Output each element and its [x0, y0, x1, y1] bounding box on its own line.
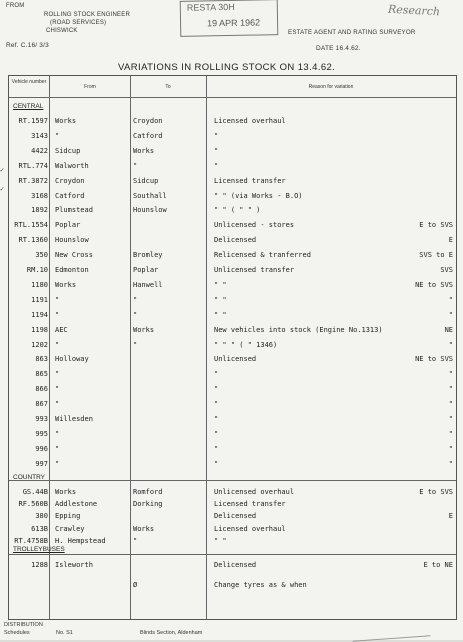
cell-from: " — [55, 295, 60, 304]
cell-vehicle: 613B — [31, 524, 48, 533]
cell-from: Walworth — [55, 161, 89, 170]
cell-extra: NE to SVS — [415, 355, 453, 364]
cell-to: Croydon — [133, 117, 163, 125]
cell-reason: New vehicles into stock (Engine No.1313) — [214, 325, 383, 334]
cell-reason: " " ( " " ) — [214, 206, 261, 215]
cell-extra: SVS — [440, 266, 453, 274]
cell-reason: Delicensed — [214, 236, 257, 245]
cell-extra: E — [448, 512, 453, 521]
cell-reason: Unlicensed overhaul — [214, 488, 295, 496]
cell-vehicle: 863 — [35, 355, 48, 364]
cell-from: Works — [55, 280, 77, 289]
cell-from: " — [55, 131, 60, 140]
cell-from: Edmonton — [55, 266, 89, 274]
cell-from: " — [55, 370, 60, 379]
cell-from: Holloway — [55, 355, 89, 364]
cell-reason: Unlicensed transfer — [214, 266, 295, 274]
cell-reason: " — [214, 400, 219, 409]
distribution-label: DISTRIBUTION — [4, 622, 43, 628]
cell-from: H. Hempstead — [55, 536, 106, 545]
cell-reason: Unlicensed - stores — [214, 221, 295, 230]
cell-reason: Licensed overhaul — [214, 117, 286, 125]
margin-tick: ✓ — [0, 166, 5, 174]
section-country: COUNTRY — [13, 474, 46, 481]
cell-extra: " — [448, 370, 453, 379]
cell-from: Croydon — [55, 176, 85, 185]
sender-line-3: CHISWICK — [46, 28, 78, 34]
col-divider — [49, 76, 50, 619]
cell-vehicle: 996 — [35, 444, 48, 453]
cell-to: Works — [133, 325, 155, 334]
cell-to: Poplar — [133, 266, 159, 274]
handwritten-note: Research — [387, 2, 441, 19]
cell-reason: Relicensed & tranferred — [214, 251, 311, 260]
cell-extra: NE — [444, 325, 453, 334]
cell-reason: " — [214, 146, 219, 155]
recipient: ESTATE AGENT AND RATING SURVEYOR — [288, 29, 416, 36]
cell-reason: " — [214, 415, 219, 423]
cell-to: Catford — [133, 131, 163, 140]
cell-from: Works — [55, 117, 77, 125]
cell-to: Ø — [133, 581, 138, 589]
cell-to: Hounslow — [133, 206, 167, 215]
cell-reason: " — [214, 444, 219, 453]
cell-from: Willesden — [55, 415, 93, 423]
cell-reason: " " — [214, 295, 227, 304]
cell-to: Bromley — [133, 251, 163, 260]
cell-vehicle: RM.10 — [26, 266, 48, 274]
col-header-reason: Reason for variation — [308, 84, 354, 90]
cell-to: Works — [133, 146, 155, 155]
cell-vehicle: RTL.1554 — [14, 221, 48, 230]
variations-table — [8, 75, 457, 620]
cell-reason: " " — [214, 536, 227, 545]
cell-extra: " — [448, 400, 453, 409]
cell-reason: " — [214, 161, 219, 170]
cell-vehicle: 1191 — [31, 295, 48, 304]
cell-reason: " " — [214, 280, 227, 289]
cell-extra: " — [448, 444, 453, 453]
distribution-schedules: Schedules — [4, 630, 30, 636]
distribution-schedules-note: No. S1 — [56, 630, 73, 636]
cell-from: Works — [55, 488, 77, 496]
stamp-date: 19 APR 1962 — [207, 17, 261, 29]
stamp-top-text: RESTA 30H — [186, 1, 235, 13]
cell-vehicle: 1194 — [31, 310, 48, 319]
cell-from: " — [55, 385, 60, 394]
cell-to: Works — [133, 524, 155, 533]
cell-from: Addlestone — [55, 500, 98, 509]
cell-reason: " — [214, 370, 219, 379]
cell-reason: Licensed transfer — [214, 500, 286, 509]
cell-reason: " " (via Works - B.O) — [214, 191, 303, 200]
cell-reason: " — [214, 131, 219, 140]
cell-vehicle: RT.1597 — [18, 117, 48, 125]
cell-vehicle: 1202 — [31, 340, 48, 349]
cell-from: Epping — [55, 512, 81, 521]
cell-vehicle: 1288 — [31, 561, 48, 569]
cell-reason: Change tyres as & when — [214, 581, 307, 589]
cell-to: " — [133, 340, 138, 349]
cell-from: AEC — [55, 325, 68, 334]
received-stamp — [180, 0, 279, 37]
cell-to: Southall — [133, 191, 167, 200]
cell-to: " — [133, 310, 138, 319]
cell-vehicle: 867 — [35, 400, 48, 409]
cell-vehicle: RT.3872 — [18, 176, 48, 185]
cell-from: " — [55, 444, 60, 453]
cell-to: Sidcup — [133, 176, 159, 185]
cell-extra: E to SVS — [419, 488, 453, 496]
cell-vehicle: RF.560B — [18, 500, 48, 509]
cell-vehicle: RT.4758B — [14, 536, 48, 545]
cell-from: Crawley — [55, 524, 85, 533]
cell-extra: NE to SVS — [415, 280, 453, 289]
cell-vehicle: RTL.774 — [18, 161, 48, 170]
cell-extra: E — [448, 236, 453, 245]
section-trolleybuses: TROLLEYBUSES — [13, 546, 65, 553]
cell-from: Hounslow — [55, 236, 89, 245]
document-date: DATE 16.4.62. — [316, 45, 361, 52]
header-divider — [9, 97, 456, 98]
sender-line-2: (ROAD SERVICES) — [50, 20, 107, 26]
cell-vehicle: 3143 — [31, 131, 48, 140]
cell-reason: " — [214, 429, 219, 438]
cell-from: " — [55, 400, 60, 409]
cell-vehicle: 350 — [35, 251, 48, 260]
section-divider — [9, 554, 456, 555]
cell-from: New Cross — [55, 251, 93, 260]
cell-to: " — [133, 161, 138, 170]
cell-vehicle: 4422 — [31, 146, 48, 155]
cell-reason: Delicensed — [214, 561, 257, 569]
cell-from: " — [55, 459, 60, 468]
cell-vehicle: 3168 — [31, 191, 48, 200]
col-divider — [206, 76, 207, 619]
reference: Ref. C.16/ 3/3 — [6, 42, 49, 49]
cell-extra: " — [448, 295, 453, 304]
section-divider — [9, 480, 456, 481]
col-divider — [130, 76, 131, 619]
cell-from: Isleworth — [55, 561, 93, 569]
col-header-from: From — [84, 84, 96, 90]
cell-from: Catford — [55, 191, 85, 200]
cell-extra: " — [448, 385, 453, 394]
cell-to: Romford — [133, 488, 163, 496]
page-title: VARIATIONS IN ROLLING STOCK ON 13.4.62. — [118, 62, 336, 73]
cell-reason: Delicensed — [214, 512, 257, 521]
cell-to: Dorking — [133, 500, 163, 509]
cell-from: " — [55, 429, 60, 438]
cell-reason: " — [214, 385, 219, 394]
col-header-to: To — [165, 84, 171, 90]
cell-extra: SVS to E — [419, 251, 453, 260]
cell-vehicle: 866 — [35, 385, 48, 394]
cell-reason: Licensed overhaul — [214, 524, 286, 533]
cell-extra: E to SVS — [419, 221, 453, 230]
signature — [352, 619, 431, 641]
col-header-vehicle: Vehicle number — [11, 79, 47, 85]
distribution-blinds: Blinds Section, Aldenham — [140, 630, 203, 636]
cell-extra: " — [448, 429, 453, 438]
cell-extra: " — [448, 415, 453, 423]
cell-vehicle: GS.44B — [22, 488, 48, 496]
cell-vehicle: RT.1360 — [18, 236, 48, 245]
cell-to: Hanwell — [133, 280, 163, 289]
cell-extra: " — [448, 340, 453, 349]
cell-reason: Licensed transfer — [214, 176, 286, 185]
cell-from: Plumstead — [55, 206, 93, 215]
cell-reason: " — [214, 459, 219, 468]
cell-vehicle: 865 — [35, 370, 48, 379]
cell-extra: " — [448, 459, 453, 468]
cell-vehicle: 1180 — [31, 280, 48, 289]
cell-reason: " " " ( " 1346) — [214, 340, 278, 349]
cell-to: " — [133, 295, 138, 304]
cell-vehicle: 1198 — [31, 325, 48, 334]
cell-from: " — [55, 340, 60, 349]
cell-extra: " — [448, 310, 453, 319]
cell-extra: E to NE — [423, 561, 453, 569]
from-label: FROM — [6, 3, 25, 9]
section-central: CENTRAL — [13, 103, 44, 110]
cell-reason: Unlicensed — [214, 355, 257, 364]
sender-line-1: ROLLING STOCK ENGINEER — [44, 12, 130, 18]
cell-vehicle: 997 — [35, 459, 48, 468]
cell-vehicle: 995 — [35, 429, 48, 438]
cell-vehicle: 1892 — [31, 206, 48, 215]
cell-vehicle: 380 — [35, 512, 48, 521]
cell-from: " — [55, 310, 60, 319]
cell-vehicle: 993 — [35, 415, 48, 423]
cell-from: Poplar — [55, 221, 81, 230]
cell-from: Sidcup — [55, 146, 81, 155]
cell-to: " — [133, 536, 138, 545]
margin-tick: ✓ — [0, 185, 5, 193]
cell-reason: " " — [214, 310, 227, 319]
